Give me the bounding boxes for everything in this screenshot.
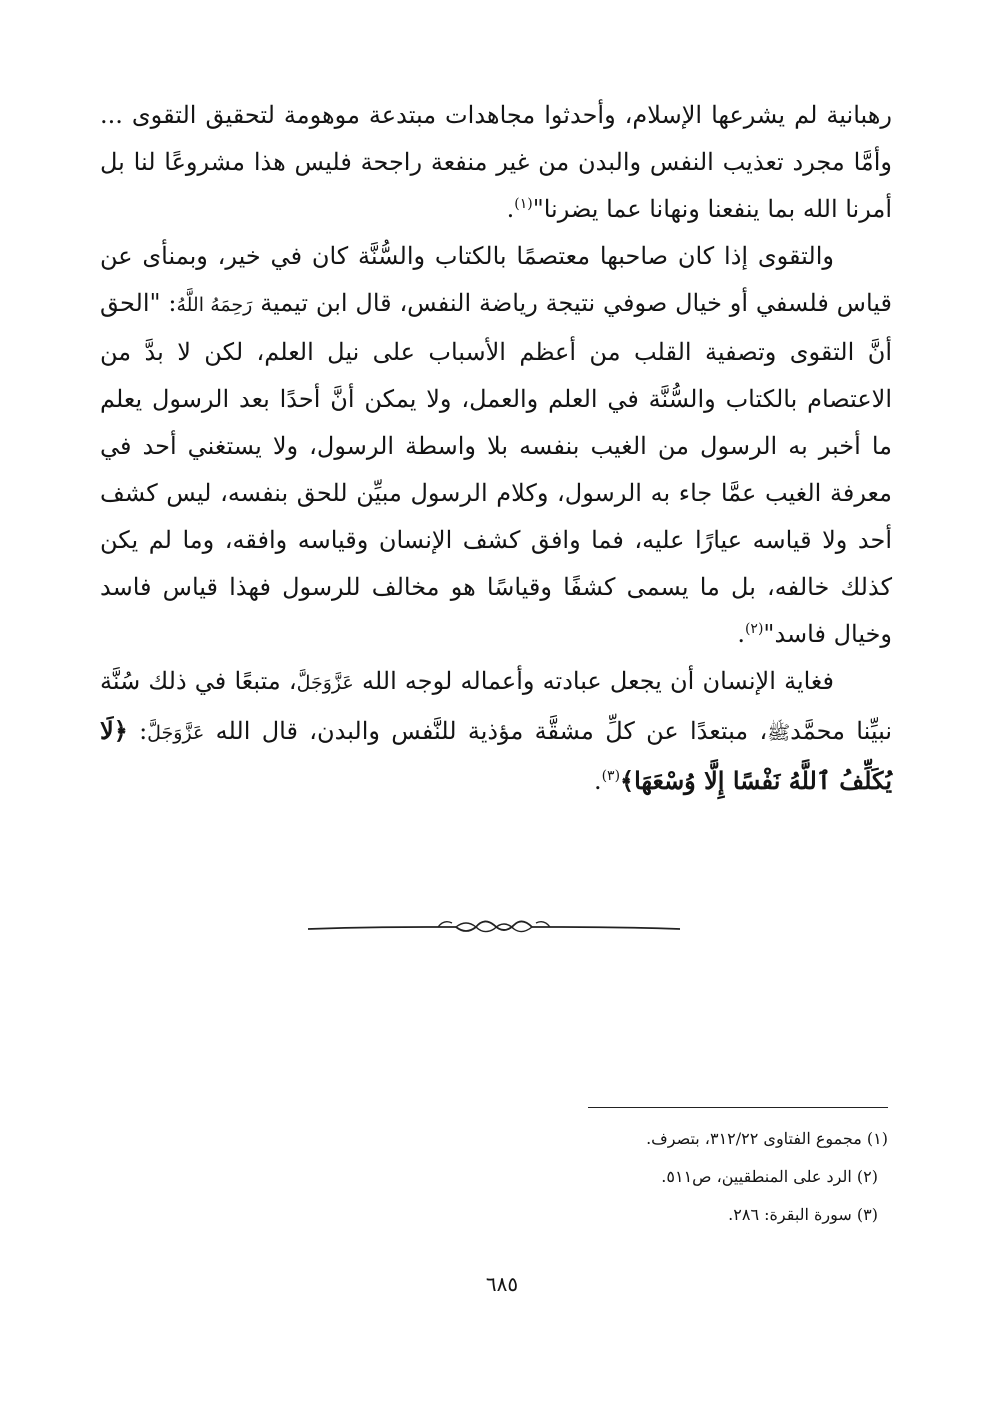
rahimahullah-honorific: رَحِمَهُ اللَّهُ bbox=[176, 294, 253, 316]
footnote-separator bbox=[588, 1107, 888, 1108]
paragraph-1 bbox=[100, 92, 892, 233]
footnotes bbox=[300, 1120, 888, 1234]
footnote-1: (١) مجموع الفتاوى ٣١٢/٢٢، بتصرف. bbox=[646, 1129, 888, 1148]
page-number: ٦٨٥ bbox=[485, 1272, 519, 1296]
footnote-ref-3[interactable]: (٣) bbox=[601, 768, 621, 784]
paragraph-2-text-a: والتقوى إذا كان صاحبها معتصمًا بالكتاب والسُّنَّة كان في خير، وبمنأى عن قياس فلسفي أو خيال صوفي نتيجة رياضة النفس، قال ابن تيمية bbox=[100, 242, 892, 317]
salla-allahu-honorific: ﷺ bbox=[767, 722, 791, 744]
paragraph-3-text-c: ، مبتعدًا عن كلِّ مشقَّة مؤذية للنَّفس والبدن، قال الله bbox=[215, 717, 768, 745]
paragraph-2-end: . bbox=[737, 620, 745, 648]
footnote-3: (٣) سورة البقرة: ٢٨٦. bbox=[728, 1205, 878, 1224]
paragraph-3 bbox=[100, 658, 892, 805]
azza-wa-jalla-honorific-2: عَزَّوَجَلَّ bbox=[147, 722, 205, 744]
footnote-ref-2[interactable]: (٢) bbox=[744, 621, 764, 637]
footnote-2: (٢) الرد على المنطقيين، ص٥١١. bbox=[661, 1167, 878, 1186]
azza-wa-jalla-honorific: عَزَّوَجَلَّ bbox=[296, 672, 354, 694]
quran-verse: ﴿لَا يُكَلِّفُ ٱللَّهُ نَفْسًا إِلَّا وُسْعَهَا﴾ bbox=[100, 716, 892, 795]
paragraph-2-text-b: : "الحق أنَّ التقوى وتصفية القلب من أعظم الأسباب على نيل العلم، لكن لا بدَّ من الاعتصام بالكتاب والسُّنَّة في العلم والعمل، ولا يمكن أنَّ أحدًا بعد الرسول يعلم ما أخبر به الرسول من الغيب بنفسه بلا واسطة الرسول، ولا يستغني أحد في معرفة الغيب عمَّا جاء به الرسول، وكلام الرسول مبيِّن للحق بنفسه، ليس كشف أحد ولا قياسه عيارًا عليه، فما وافق كشف الإنسان وقياسه وافقه، وما لم يكن كذلك خالفه، بل ما يسمى كشفًا وقياسًا هو مخالف للرسول فهذا قياس فاسد وخيال فاسد" bbox=[100, 289, 892, 648]
paragraph-1-end: . bbox=[506, 195, 515, 223]
paragraph-1-text: رهبانية لم يشرعها الإسلام، وأحدثوا مجاهدات مبتدعة موهومة لتحقيق التقوى ... وأمَّا مجرد تعذيب النفس والبدن من غير منفعة راجحة فليس هذا مشروعًا لنا بل أمرنا الله بما ينفعنا ونهانا عما يضرنا" bbox=[100, 101, 893, 223]
section-divider-ornament bbox=[306, 905, 682, 945]
main-text bbox=[100, 92, 892, 805]
paragraph-3-text-b: ، متبعًا في ذلك سُنَّة نبيِّنا محمَّد bbox=[100, 667, 893, 745]
paragraph-3-text-a: فغاية الإنسان أن يجعل عبادته وأعماله لوجه الله bbox=[361, 667, 834, 695]
paragraph-3-end: . bbox=[593, 767, 602, 795]
paragraph-2 bbox=[100, 233, 892, 658]
paragraph-3-colon: : bbox=[139, 717, 148, 745]
footnote-ref-1[interactable]: (١) bbox=[514, 196, 533, 212]
